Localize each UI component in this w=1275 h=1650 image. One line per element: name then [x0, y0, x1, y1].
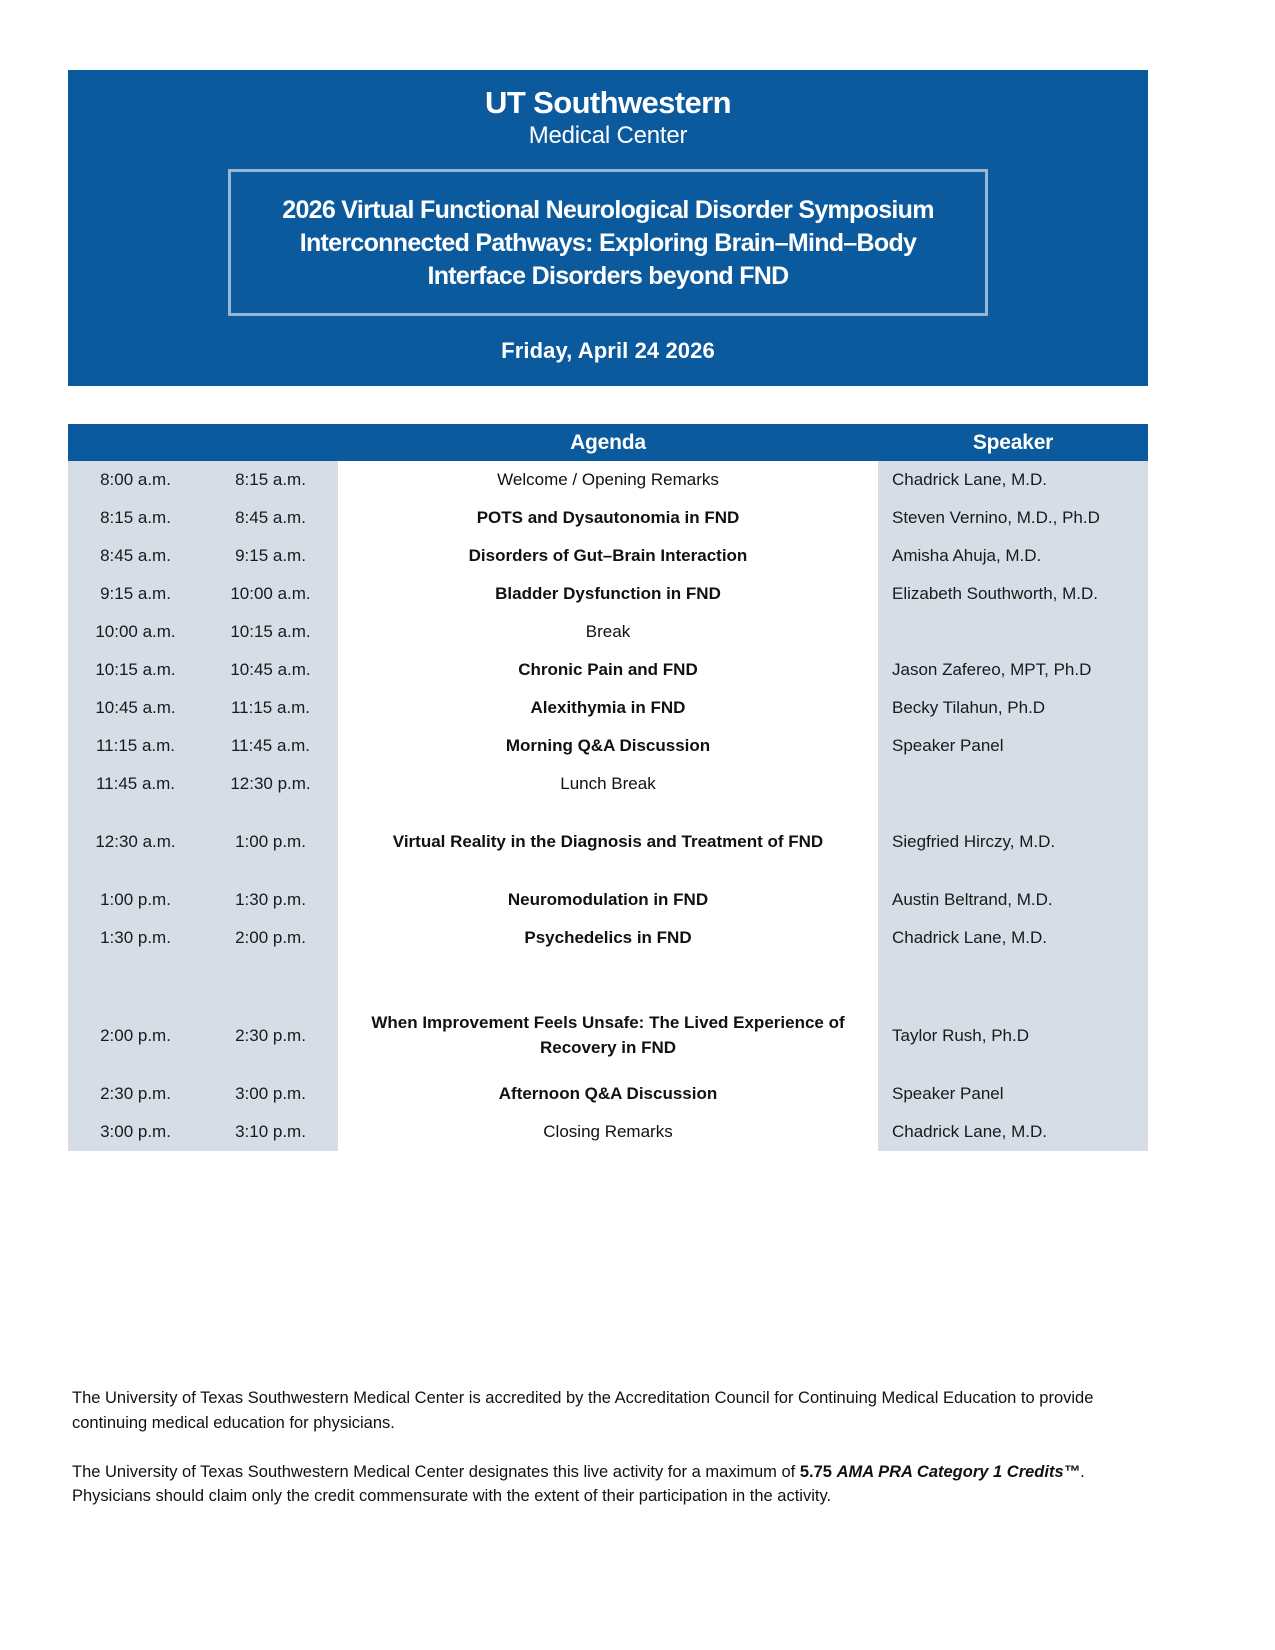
cell-agenda-item: Chronic Pain and FND [338, 651, 878, 689]
table-row [68, 613, 1148, 651]
cell-end-time: 8:15 a.m. [203, 461, 338, 499]
table-row [68, 727, 1148, 765]
agenda-table [68, 424, 1148, 1151]
cell-start-time: 12:30 a.m. [68, 803, 203, 881]
cell-start-time: 10:45 a.m. [68, 689, 203, 727]
cell-end-time: 3:00 p.m. [203, 1075, 338, 1113]
organization-branding [68, 86, 1148, 151]
table-row [68, 957, 1148, 997]
cell-speaker: Chadrick Lane, M.D. [878, 461, 1148, 499]
table-row [68, 919, 1148, 957]
event-header-banner [68, 70, 1148, 386]
cell-end-time: 10:15 a.m. [203, 613, 338, 651]
cell-end-time: 3:10 p.m. [203, 1113, 338, 1151]
cell-end-time: 10:00 a.m. [203, 575, 338, 613]
cell-end-time [203, 957, 338, 997]
credit-type-name: AMA PRA Category 1 Credits™ [836, 1462, 1081, 1481]
cell-start-time: 11:15 a.m. [68, 727, 203, 765]
column-header-agenda: Agenda [338, 424, 878, 461]
cell-speaker: Speaker Panel [878, 1075, 1148, 1113]
cell-start-time: 8:45 a.m. [68, 537, 203, 575]
cell-speaker: Jason Zafereo, MPT, Ph.D [878, 651, 1148, 689]
table-row [68, 575, 1148, 613]
cell-agenda-item: POTS and Dysautonomia in FND [338, 499, 878, 537]
brand-name-primary: UT Southwestern [485, 85, 731, 120]
event-title-line-2: Interconnected Pathways: Exploring Brain–Mind–Body [299, 229, 917, 258]
cell-start-time: 1:00 p.m. [68, 881, 203, 919]
table-row [68, 689, 1148, 727]
cell-speaker [878, 765, 1148, 803]
cell-agenda-item [338, 957, 878, 997]
column-header-end-time [203, 424, 338, 461]
cell-start-time: 10:00 a.m. [68, 613, 203, 651]
cell-start-time: 8:15 a.m. [68, 499, 203, 537]
table-row [68, 461, 1148, 499]
cell-agenda-item: Disorders of Gut–Brain Interaction [338, 537, 878, 575]
cell-speaker: Speaker Panel [878, 727, 1148, 765]
cell-start-time: 2:30 p.m. [68, 1075, 203, 1113]
credit-text-tail: . Physicians should claim only the credit commensurate with the extent of their participation in the activity. [72, 1462, 1085, 1506]
event-title-line-3: Interface Disorders beyond FND [427, 262, 789, 291]
event-title-line-1: 2026 Virtual Functional Neurological Disorder Symposium [282, 196, 934, 225]
cell-end-time: 11:45 a.m. [203, 727, 338, 765]
table-row [68, 765, 1148, 803]
cell-speaker [878, 957, 1148, 997]
cell-end-time: 9:15 a.m. [203, 537, 338, 575]
column-header-speaker: Speaker [878, 424, 1148, 461]
table-row [68, 651, 1148, 689]
cell-agenda-item: Lunch Break [338, 765, 878, 803]
cell-agenda-item: Welcome / Opening Remarks [338, 461, 878, 499]
cell-speaker: Amisha Ahuja, M.D. [878, 537, 1148, 575]
cell-agenda-item: Neuromodulation in FND [338, 881, 878, 919]
cell-end-time: 1:30 p.m. [203, 881, 338, 919]
column-header-start-time [68, 424, 203, 461]
cell-agenda-item: Alexithymia in FND [338, 689, 878, 727]
cell-agenda-item: When Improvement Feels Unsafe: The Lived Experience of Recovery in FND [338, 997, 878, 1075]
table-row [68, 499, 1148, 537]
cell-speaker [878, 613, 1148, 651]
cell-speaker: Siegfried Hirczy, M.D. [878, 803, 1148, 881]
cell-speaker: Austin Beltrand, M.D. [878, 881, 1148, 919]
credit-text-lead: The University of Texas Southwestern Medical Center designates this live activity for a maximum of [72, 1462, 800, 1481]
credit-designation-statement [72, 1460, 1102, 1510]
cell-end-time: 8:45 a.m. [203, 499, 338, 537]
cell-agenda-item: Closing Remarks [338, 1113, 878, 1151]
cell-agenda-item: Bladder Dysfunction in FND [338, 575, 878, 613]
cell-start-time: 9:15 a.m. [68, 575, 203, 613]
accreditation-statement: The University of Texas Southwestern Medical Center is accredited by the Accreditation Council for Continuing Medical Education to provide continuing medical education for physicians. [72, 1389, 1094, 1432]
cell-agenda-item: Morning Q&A Discussion [338, 727, 878, 765]
event-title-box [228, 169, 988, 316]
agenda-table-header-row [68, 424, 1148, 461]
cell-end-time: 12:30 p.m. [203, 765, 338, 803]
cell-start-time: 10:15 a.m. [68, 651, 203, 689]
cell-start-time: 3:00 p.m. [68, 1113, 203, 1151]
cell-speaker: Steven Vernino, M.D., Ph.D [878, 499, 1148, 537]
cell-end-time: 2:30 p.m. [203, 997, 338, 1075]
cell-start-time [68, 957, 203, 997]
credit-amount: 5.75 [799, 1462, 832, 1481]
cell-speaker: Chadrick Lane, M.D. [878, 1113, 1148, 1151]
cell-agenda-item: Break [338, 613, 878, 651]
cell-start-time: 8:00 a.m. [68, 461, 203, 499]
cell-speaker: Chadrick Lane, M.D. [878, 919, 1148, 957]
cell-agenda-item: Psychedelics in FND [338, 919, 878, 957]
cell-end-time: 1:00 p.m. [203, 803, 338, 881]
cell-end-time: 11:15 a.m. [203, 689, 338, 727]
cell-speaker: Taylor Rush, Ph.D [878, 997, 1148, 1075]
cell-speaker: Becky Tilahun, Ph.D [878, 689, 1148, 727]
cell-start-time: 11:45 a.m. [68, 765, 203, 803]
cell-start-time: 1:30 p.m. [68, 919, 203, 957]
table-row [68, 881, 1148, 919]
cell-end-time: 2:00 p.m. [203, 919, 338, 957]
table-row [68, 803, 1148, 881]
table-row [68, 997, 1148, 1075]
table-row [68, 1075, 1148, 1113]
agenda-table-body [68, 461, 1148, 1151]
table-row [68, 1113, 1148, 1151]
cell-agenda-item: Virtual Reality in the Diagnosis and Treatment of FND [338, 803, 878, 881]
cell-speaker: Elizabeth Southworth, M.D. [878, 575, 1148, 613]
accreditation-footer [72, 1386, 1102, 1533]
brand-name-secondary: Medical Center [528, 122, 688, 150]
cell-agenda-item: Afternoon Q&A Discussion [338, 1075, 878, 1113]
table-row [68, 537, 1148, 575]
cell-start-time: 2:00 p.m. [68, 997, 203, 1075]
cell-end-time: 10:45 a.m. [203, 651, 338, 689]
event-date: Friday, April 24 2026 [501, 338, 715, 364]
